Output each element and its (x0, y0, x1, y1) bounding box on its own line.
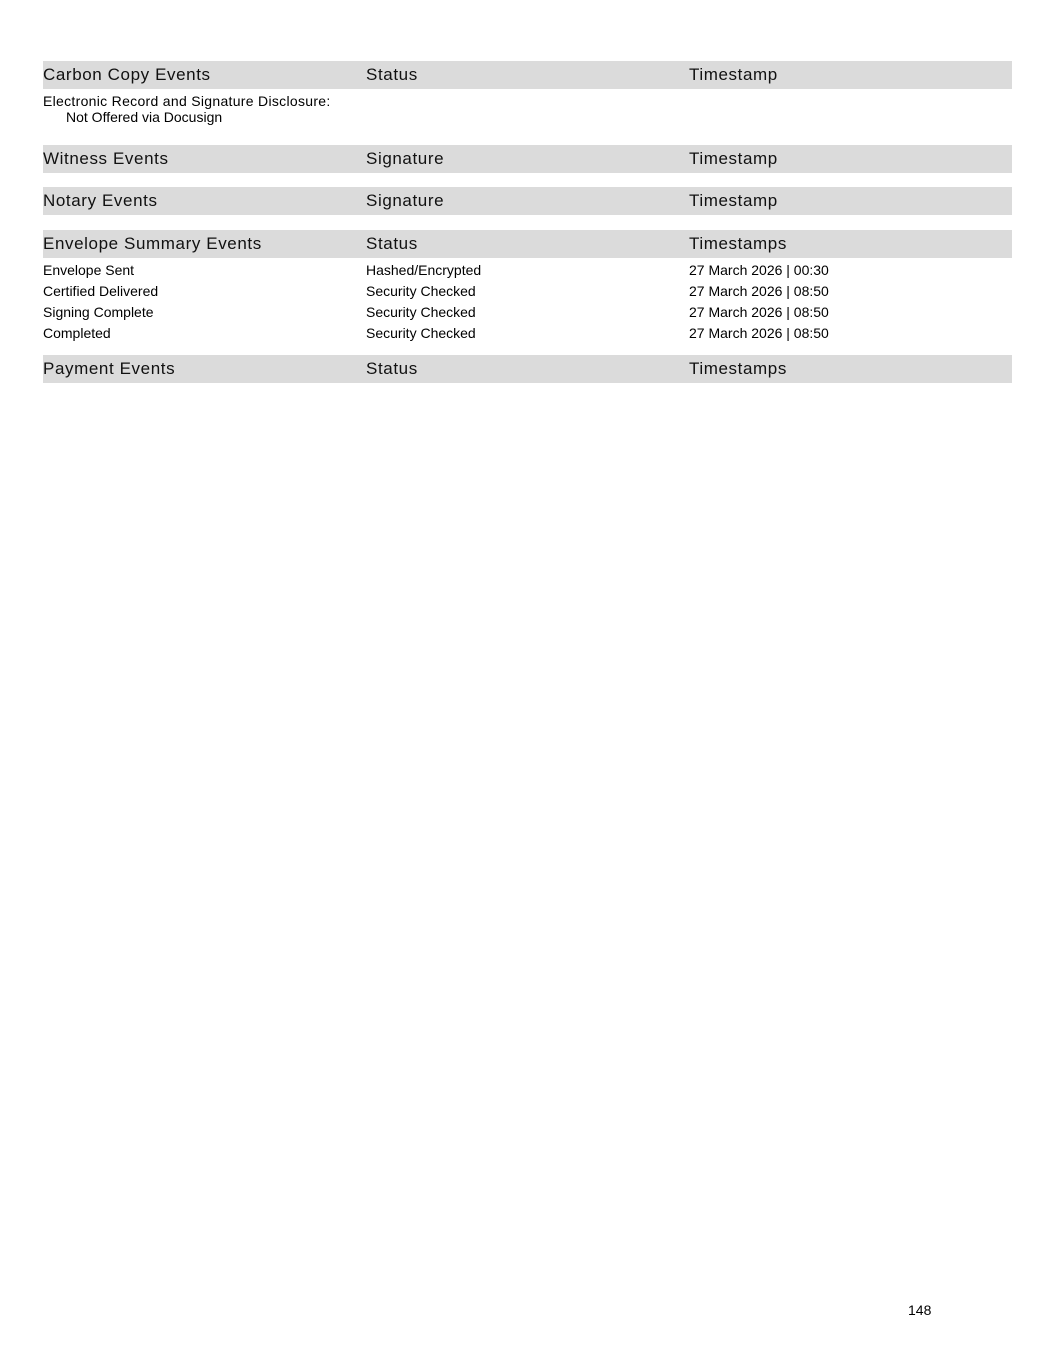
section-title: Notary Events (43, 191, 158, 210)
event-timestamp: 27 March 2026 | 00:30 (689, 262, 829, 278)
carbon-copy-events-header (43, 61, 1012, 89)
section-title: Carbon Copy Events (43, 65, 211, 84)
event-timestamp: 27 March 2026 | 08:50 (689, 304, 829, 320)
event-status: Security Checked (366, 283, 476, 299)
section-title: Witness Events (43, 149, 169, 168)
section-title: Envelope Summary Events (43, 234, 262, 253)
event-timestamp: 27 March 2026 | 08:50 (689, 325, 829, 341)
column-header-status: Status (366, 234, 418, 253)
column-header-timestamps: Timestamps (689, 359, 787, 378)
page-number: 148 (908, 1302, 932, 1318)
disclosure-value: Not Offered via Docusign (66, 109, 223, 125)
payment-events-header (43, 355, 1012, 383)
table-row (43, 283, 1012, 303)
event-status: Security Checked (366, 325, 476, 341)
table-row (43, 325, 1012, 345)
column-header-timestamps: Timestamps (689, 234, 787, 253)
witness-events-header (43, 145, 1012, 173)
column-header-status: Status (366, 359, 418, 378)
notary-events-header (43, 187, 1012, 215)
column-header-status: Status (366, 65, 418, 84)
column-header-signature: Signature (366, 149, 445, 168)
envelope-summary-events-header (43, 230, 1012, 258)
column-header-timestamp: Timestamp (689, 65, 778, 84)
event-status: Security Checked (366, 304, 476, 320)
column-header-signature: Signature (366, 191, 445, 210)
event-name: Envelope Sent (43, 262, 135, 278)
column-header-timestamp: Timestamp (689, 149, 778, 168)
section-title: Payment Events (43, 359, 176, 378)
disclosure-label: Electronic Record and Signature Disclosure: (43, 93, 331, 109)
event-name: Completed (43, 325, 111, 341)
table-row (43, 304, 1012, 324)
event-name: Certified Delivered (43, 283, 159, 299)
column-header-timestamp: Timestamp (689, 191, 778, 210)
event-name: Signing Complete (43, 304, 154, 320)
event-status: Hashed/Encrypted (366, 262, 482, 278)
table-row (43, 262, 1012, 282)
event-timestamp: 27 March 2026 | 08:50 (689, 283, 829, 299)
